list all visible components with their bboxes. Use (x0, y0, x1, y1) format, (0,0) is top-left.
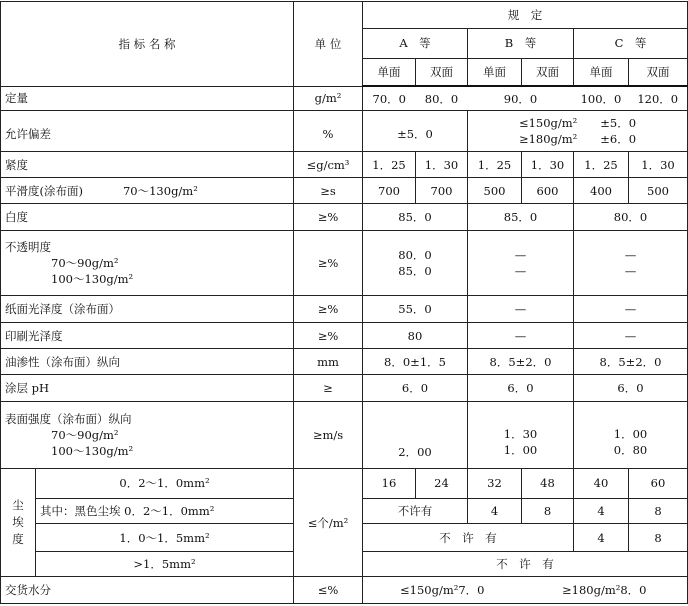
side-label: 单面 (574, 59, 629, 87)
row-unit: ≥m/s (294, 401, 363, 468)
value-cell: 8．5±2．0 (468, 348, 574, 375)
row-name: 1．0～1．5mm² (36, 524, 294, 552)
value-cell: ±5．0 (363, 111, 468, 152)
row-opacity (1, 230, 688, 295)
side-label: 单面 (363, 59, 416, 87)
grade-a: A 等 (363, 28, 468, 59)
tolerance-line: ≥180g/m² ±6．0 (518, 132, 637, 147)
value-line: — (624, 263, 637, 278)
value-cell: 1．30 (416, 151, 468, 178)
value-cell: ≤150g/m²7．0 (363, 577, 522, 604)
value-cell: 90．0 (468, 86, 574, 110)
value-cell: 16 (363, 469, 416, 499)
dust-label (1, 469, 36, 577)
row-unit: mm (294, 348, 363, 375)
row-name (1, 401, 294, 468)
value-cell: 700 (363, 178, 416, 204)
row-ph (1, 375, 688, 402)
row-name: 交货水分 (1, 577, 294, 604)
value-cell: 6．0 (574, 375, 688, 402)
grade-b: B 等 (468, 28, 574, 59)
row-moisture (1, 577, 688, 604)
value-cell: 500 (629, 178, 688, 204)
row-unit: ≤% (294, 577, 363, 604)
value-cell (363, 401, 468, 468)
row-name: 允许偏差 (1, 111, 294, 152)
value-line: 85．0 (398, 263, 432, 278)
value-cell: 60 (629, 469, 688, 499)
header-regulation: 规 定 (363, 2, 688, 29)
row-name-text: 表面强度（涂布面）纵向 (5, 412, 132, 427)
value-cell (574, 401, 688, 468)
value-cell: 不 许 有 (363, 524, 574, 552)
value-cell (574, 230, 688, 295)
value-cell: 8 (522, 498, 574, 524)
value-line: 0．80 (613, 443, 648, 458)
value-cell: — (574, 323, 688, 349)
value-cell: 80 (363, 323, 468, 349)
row-name: 其中：黑色尘埃 0．2～1．0mm² (36, 498, 294, 524)
value-cell: 100．0 (574, 86, 629, 110)
value-cell: 4 (574, 498, 629, 524)
row-name: 印刷光泽度 (1, 323, 294, 349)
value-line: 1．00 (613, 427, 648, 442)
row-unit: ≤个/m² (294, 469, 363, 577)
row-name-text: 平滑度(涂布面) (5, 183, 83, 198)
side-label: 双面 (522, 59, 574, 87)
value-cell: 1．25 (468, 151, 522, 178)
value-cell: 48 (522, 469, 574, 499)
row-sub-label: 70～90g/m² (51, 428, 119, 443)
header-unit: 单 位 (294, 2, 363, 87)
row-oil-absorb (1, 348, 688, 375)
value-cell: 40 (574, 469, 629, 499)
row-sub-label: 100～130g/m² (51, 444, 134, 459)
value-line: — (624, 247, 637, 262)
row-unit: ≥% (294, 295, 363, 323)
dust-char: 埃 (12, 515, 24, 530)
side-label: 双面 (416, 59, 468, 87)
value-cell (363, 230, 468, 295)
value-cell (468, 111, 688, 152)
row-sub-label: 100～130g/m² (51, 271, 134, 286)
row-smoothness (1, 178, 688, 204)
row-name: 涂层 pH (1, 375, 294, 402)
value-cell: 80．0 (416, 86, 468, 110)
row-range: 70～130g/m² (122, 183, 198, 198)
row-unit: ≤g/cm³ (294, 151, 363, 178)
grade-c: C 等 (574, 28, 688, 59)
value-cell: 不许有 (363, 498, 468, 524)
row-tolerance (1, 111, 688, 152)
value-cell: 1．30 (629, 151, 688, 178)
value-line: 1．00 (503, 443, 538, 458)
value-cell: 700 (416, 178, 468, 204)
tolerance-line: ≤150g/m² ±5．0 (518, 116, 637, 131)
value-cell: 120．0 (629, 86, 688, 110)
row-surface-strength (1, 401, 688, 468)
row-name-text: 不透明度 (5, 239, 51, 254)
value-cell: 85．0 (363, 203, 468, 230)
spec-table (0, 1, 688, 604)
side-label: 双面 (629, 59, 688, 87)
row-unit: ≥% (294, 230, 363, 295)
value-cell: 24 (416, 469, 468, 499)
row-name (1, 230, 294, 295)
value-cell: 8．0±1．5 (363, 348, 468, 375)
header-indicator: 指 标 名 称 (1, 2, 294, 87)
value-line: 1．30 (503, 427, 538, 442)
row-unit: ≥s (294, 178, 363, 204)
row-name: 白度 (1, 203, 294, 230)
value-cell: — (574, 295, 688, 323)
value-line: — (514, 247, 527, 262)
value-cell: 不 许 有 (363, 551, 688, 577)
row-name (1, 178, 294, 204)
row-name: 0．2～1．0mm² (36, 469, 294, 499)
row-name: 定量 (1, 86, 294, 110)
row-unit: % (294, 111, 363, 152)
row-print-gloss (1, 323, 688, 349)
value-cell: 1．30 (522, 151, 574, 178)
value-cell: 6．0 (468, 375, 574, 402)
value-cell: 55．0 (363, 295, 468, 323)
value-cell: 8．5±2．0 (574, 348, 688, 375)
value-cell: 1．25 (574, 151, 629, 178)
row-whiteness (1, 203, 688, 230)
header-row (1, 2, 688, 29)
value-line: 80．0 (398, 247, 432, 262)
value-cell: ≥180g/m²8．0 (522, 577, 688, 604)
value-cell: 400 (574, 178, 629, 204)
row-unit: ≥% (294, 203, 363, 230)
row-unit: g/m² (294, 86, 363, 110)
row-tightness (1, 151, 688, 178)
value-cell (468, 401, 574, 468)
value-cell: 1．25 (363, 151, 416, 178)
value-cell: 600 (522, 178, 574, 204)
row-name: 紧度 (1, 151, 294, 178)
value-cell: 32 (468, 469, 522, 499)
row-basis-weight (1, 86, 688, 110)
value-line: 2．00 (398, 445, 432, 460)
value-cell: 8 (629, 498, 688, 524)
value-cell (468, 230, 574, 295)
row-name: 油渗性（涂布面）纵向 (1, 348, 294, 375)
row-name: 纸面光泽度（涂布面） (1, 295, 294, 323)
value-cell: 70．0 (363, 86, 416, 110)
value-cell: 4 (468, 498, 522, 524)
row-name: >1．5mm² (36, 551, 294, 577)
value-cell: 80．0 (574, 203, 688, 230)
row-dust-1 (1, 469, 688, 499)
value-cell: 500 (468, 178, 522, 204)
side-label: 单面 (468, 59, 522, 87)
row-unit: ≥ (294, 375, 363, 402)
value-cell: 6．0 (363, 375, 468, 402)
row-gloss (1, 295, 688, 323)
value-cell: 8 (629, 524, 688, 552)
value-line: — (514, 263, 527, 278)
value-cell: 85．0 (468, 203, 574, 230)
row-unit: ≥% (294, 323, 363, 349)
dust-char: 度 (12, 532, 24, 547)
value-cell: — (468, 323, 574, 349)
dust-char: 尘 (12, 498, 24, 513)
value-cell: — (468, 295, 574, 323)
value-cell: 4 (574, 524, 629, 552)
row-sub-label: 70～90g/m² (51, 255, 119, 270)
